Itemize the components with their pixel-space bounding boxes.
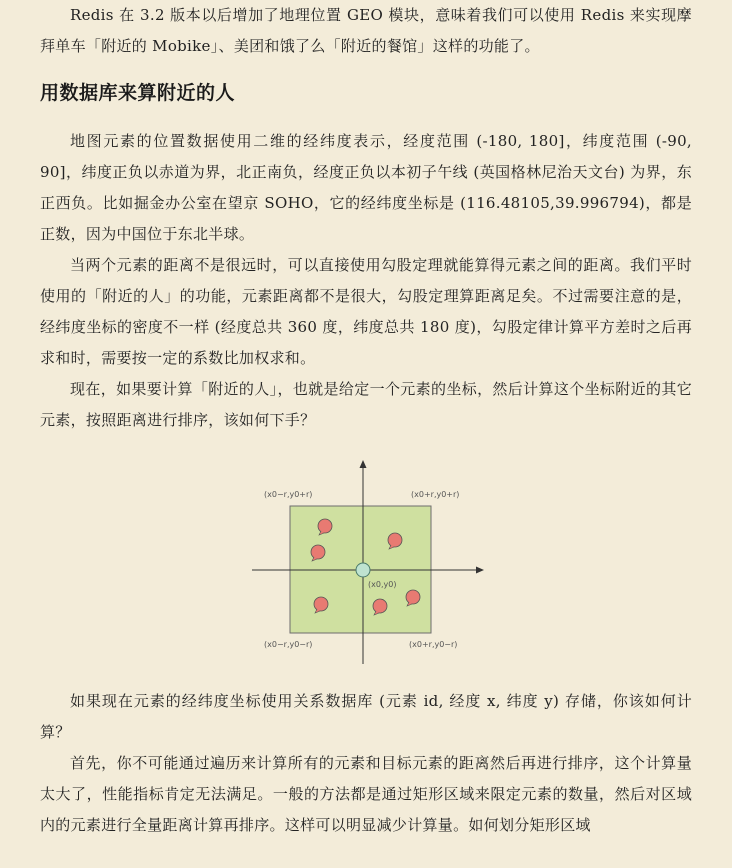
paragraph-intro: Redis 在 3.2 版本以后增加了地理位置 GEO 模块，意味着我们可以使用 Redis 来实现摩拜单车「附近的 Mobike」、美团和饿了么「附近的餐馆」这样的功能了。 <box>40 6 692 55</box>
nearby-diagram-svg <box>248 456 488 668</box>
label-center: (x0,y0) <box>368 580 397 589</box>
paragraph-question: 现在，如果要计算「附近的人」，也就是给定一个元素的坐标，然后计算这个坐标附近的其它元素，按照距离进行排序，该如何下手？ <box>40 380 692 429</box>
label-bottom-left: (x0−r,y0−r) <box>264 640 313 649</box>
label-top-left: (x0−r,y0+r) <box>264 490 313 499</box>
label-top-right: (x0+r,y0+r) <box>411 490 460 499</box>
center-point <box>356 563 370 577</box>
paragraph-rectangle-method: 首先，你不可能通过遍历来计算所有的元素和目标元素的距离然后再进行排序，这个计算量太大了，性能指标肯定无法满足。一般的方法都是通过矩形区域来限定元素的数量，然后对区域内的元素进行全量距离计算再排序。这样可以明显减少计算量。如何划分矩形区域 <box>40 754 692 834</box>
y-axis-arrow-icon <box>360 460 367 468</box>
paragraph-coordinates: 地图元素的位置数据使用二维的经纬度表示，经度范围 (-180, 180]，纬度范围 (-90, 90]，纬度正负以赤道为界，北正南负，经度正负以本初子午线 (英国格林尼治天文台) 为界，东正西负。比如掘金办公室在望京 SOHO，它的经纬度坐标是 (116.48105,39.996794)，都是正数，因为中国位于东北半球。 <box>40 132 692 243</box>
nearby-diagram <box>248 456 488 668</box>
label-bottom-right: (x0+r,y0−r) <box>409 640 458 649</box>
paragraph-distance: 当两个元素的距离不是很远时，可以直接使用勾股定理就能算得元素之间的距离。我们平时使用的「附近的人」的功能，元素距离都不是很大，勾股定理算距离足矣。不过需要注意的是，经纬度坐标的密度不一样 (经度总共 360 度，纬度总共 180 度)，勾股定律计算平方差时之后再求和时，需要按一定的系数比加权求和。 <box>40 256 692 367</box>
paragraph-relational-db: 如果现在元素的经纬度坐标使用关系数据库 (元素 id, 经度 x, 纬度 y) 存储，你该如何计算？ <box>40 692 692 741</box>
section-heading: 用数据库来算附近的人 <box>40 82 236 104</box>
x-axis-arrow-icon <box>476 567 484 574</box>
